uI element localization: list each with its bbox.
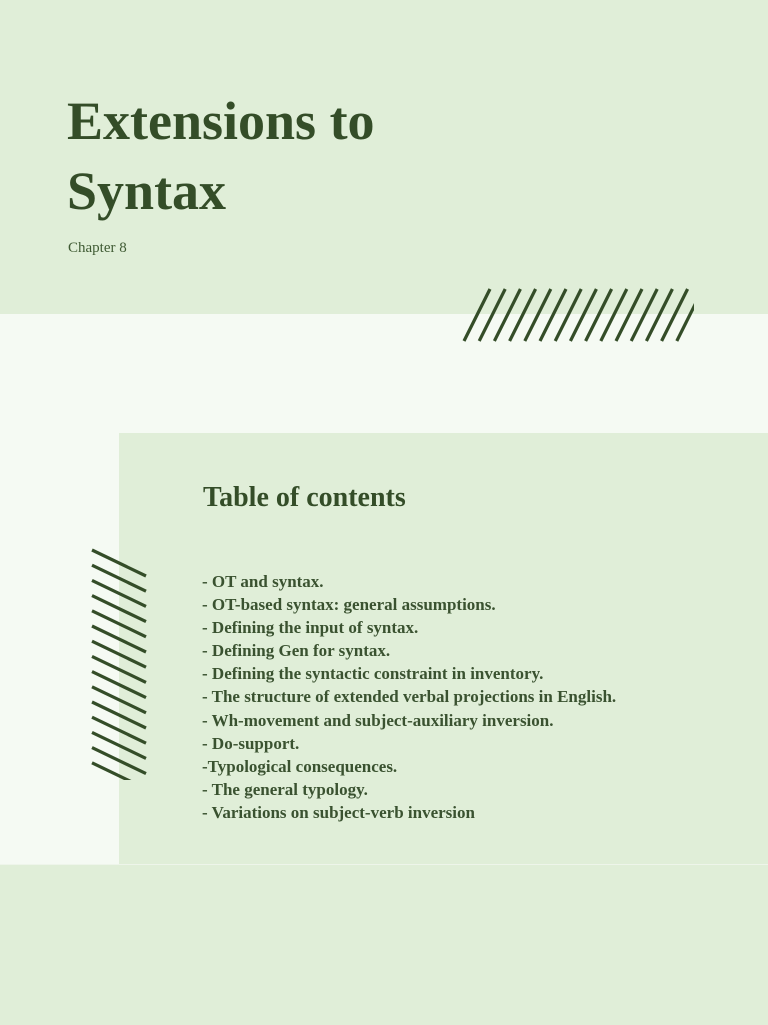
hatch-stroke xyxy=(540,289,566,341)
title-line-1: Extensions to xyxy=(67,91,375,151)
toc-item: -Typological consequences. xyxy=(202,756,398,776)
toc-item: - OT and syntax. xyxy=(202,572,324,591)
page-title xyxy=(67,86,487,226)
hatch-stroke xyxy=(92,687,146,713)
toc-item: - Defining the syntactic constraint in inventory. xyxy=(202,664,544,684)
hatch-stroke xyxy=(601,289,627,341)
hatch-stroke xyxy=(570,289,596,341)
chapter-label: Chapter 8 xyxy=(68,240,127,256)
diagonal-hatch-decoration-left xyxy=(90,548,148,780)
hatch-stroke xyxy=(646,289,672,341)
toc-item: - Variations on subject-verb inversion xyxy=(202,802,475,822)
toc-item: - The general typology. xyxy=(202,779,368,799)
hatch-stroke xyxy=(525,289,551,341)
toc-item: - OT-based syntax: general assumptions. xyxy=(202,595,496,615)
hatch-stroke xyxy=(92,672,146,698)
hatch-stroke xyxy=(92,656,146,682)
hatch-stroke xyxy=(92,641,146,667)
hatch-stroke xyxy=(479,289,505,341)
hatch-stroke xyxy=(92,702,146,728)
hatch-stroke xyxy=(92,626,146,652)
hatch-stroke xyxy=(494,289,520,341)
hatch-stroke xyxy=(92,550,146,576)
hatch-stroke xyxy=(555,289,581,341)
hatch-stroke xyxy=(510,289,536,341)
diagonal-hatch-decoration-top xyxy=(462,288,694,342)
toc-item: - Defining Gen for syntax. xyxy=(202,641,391,661)
toc-item: - Wh-movement and subject-auxiliary inversion. xyxy=(202,710,554,730)
hatch-stroke xyxy=(92,748,146,774)
toc-item: - The structure of extended verbal projections in English. xyxy=(202,687,617,707)
hatch-stroke xyxy=(631,289,657,341)
hatch-stroke xyxy=(464,289,490,341)
footer-band xyxy=(0,864,768,1025)
toc-heading: Table of contents xyxy=(203,482,406,513)
hatch-stroke xyxy=(662,289,688,341)
toc-list xyxy=(202,570,616,824)
hatch-stroke xyxy=(92,596,146,622)
hatch-stroke xyxy=(92,565,146,591)
toc-item: - Do-support. xyxy=(202,733,300,753)
hatch-stroke xyxy=(92,732,146,758)
title-line-2: Syntax xyxy=(67,161,227,221)
hatch-stroke xyxy=(92,611,146,637)
hatch-stroke xyxy=(586,289,612,341)
hatch-stroke xyxy=(92,717,146,743)
toc-item: - Defining the input of syntax. xyxy=(202,618,419,638)
hatch-stroke xyxy=(92,580,146,606)
hatch-stroke xyxy=(616,289,642,341)
